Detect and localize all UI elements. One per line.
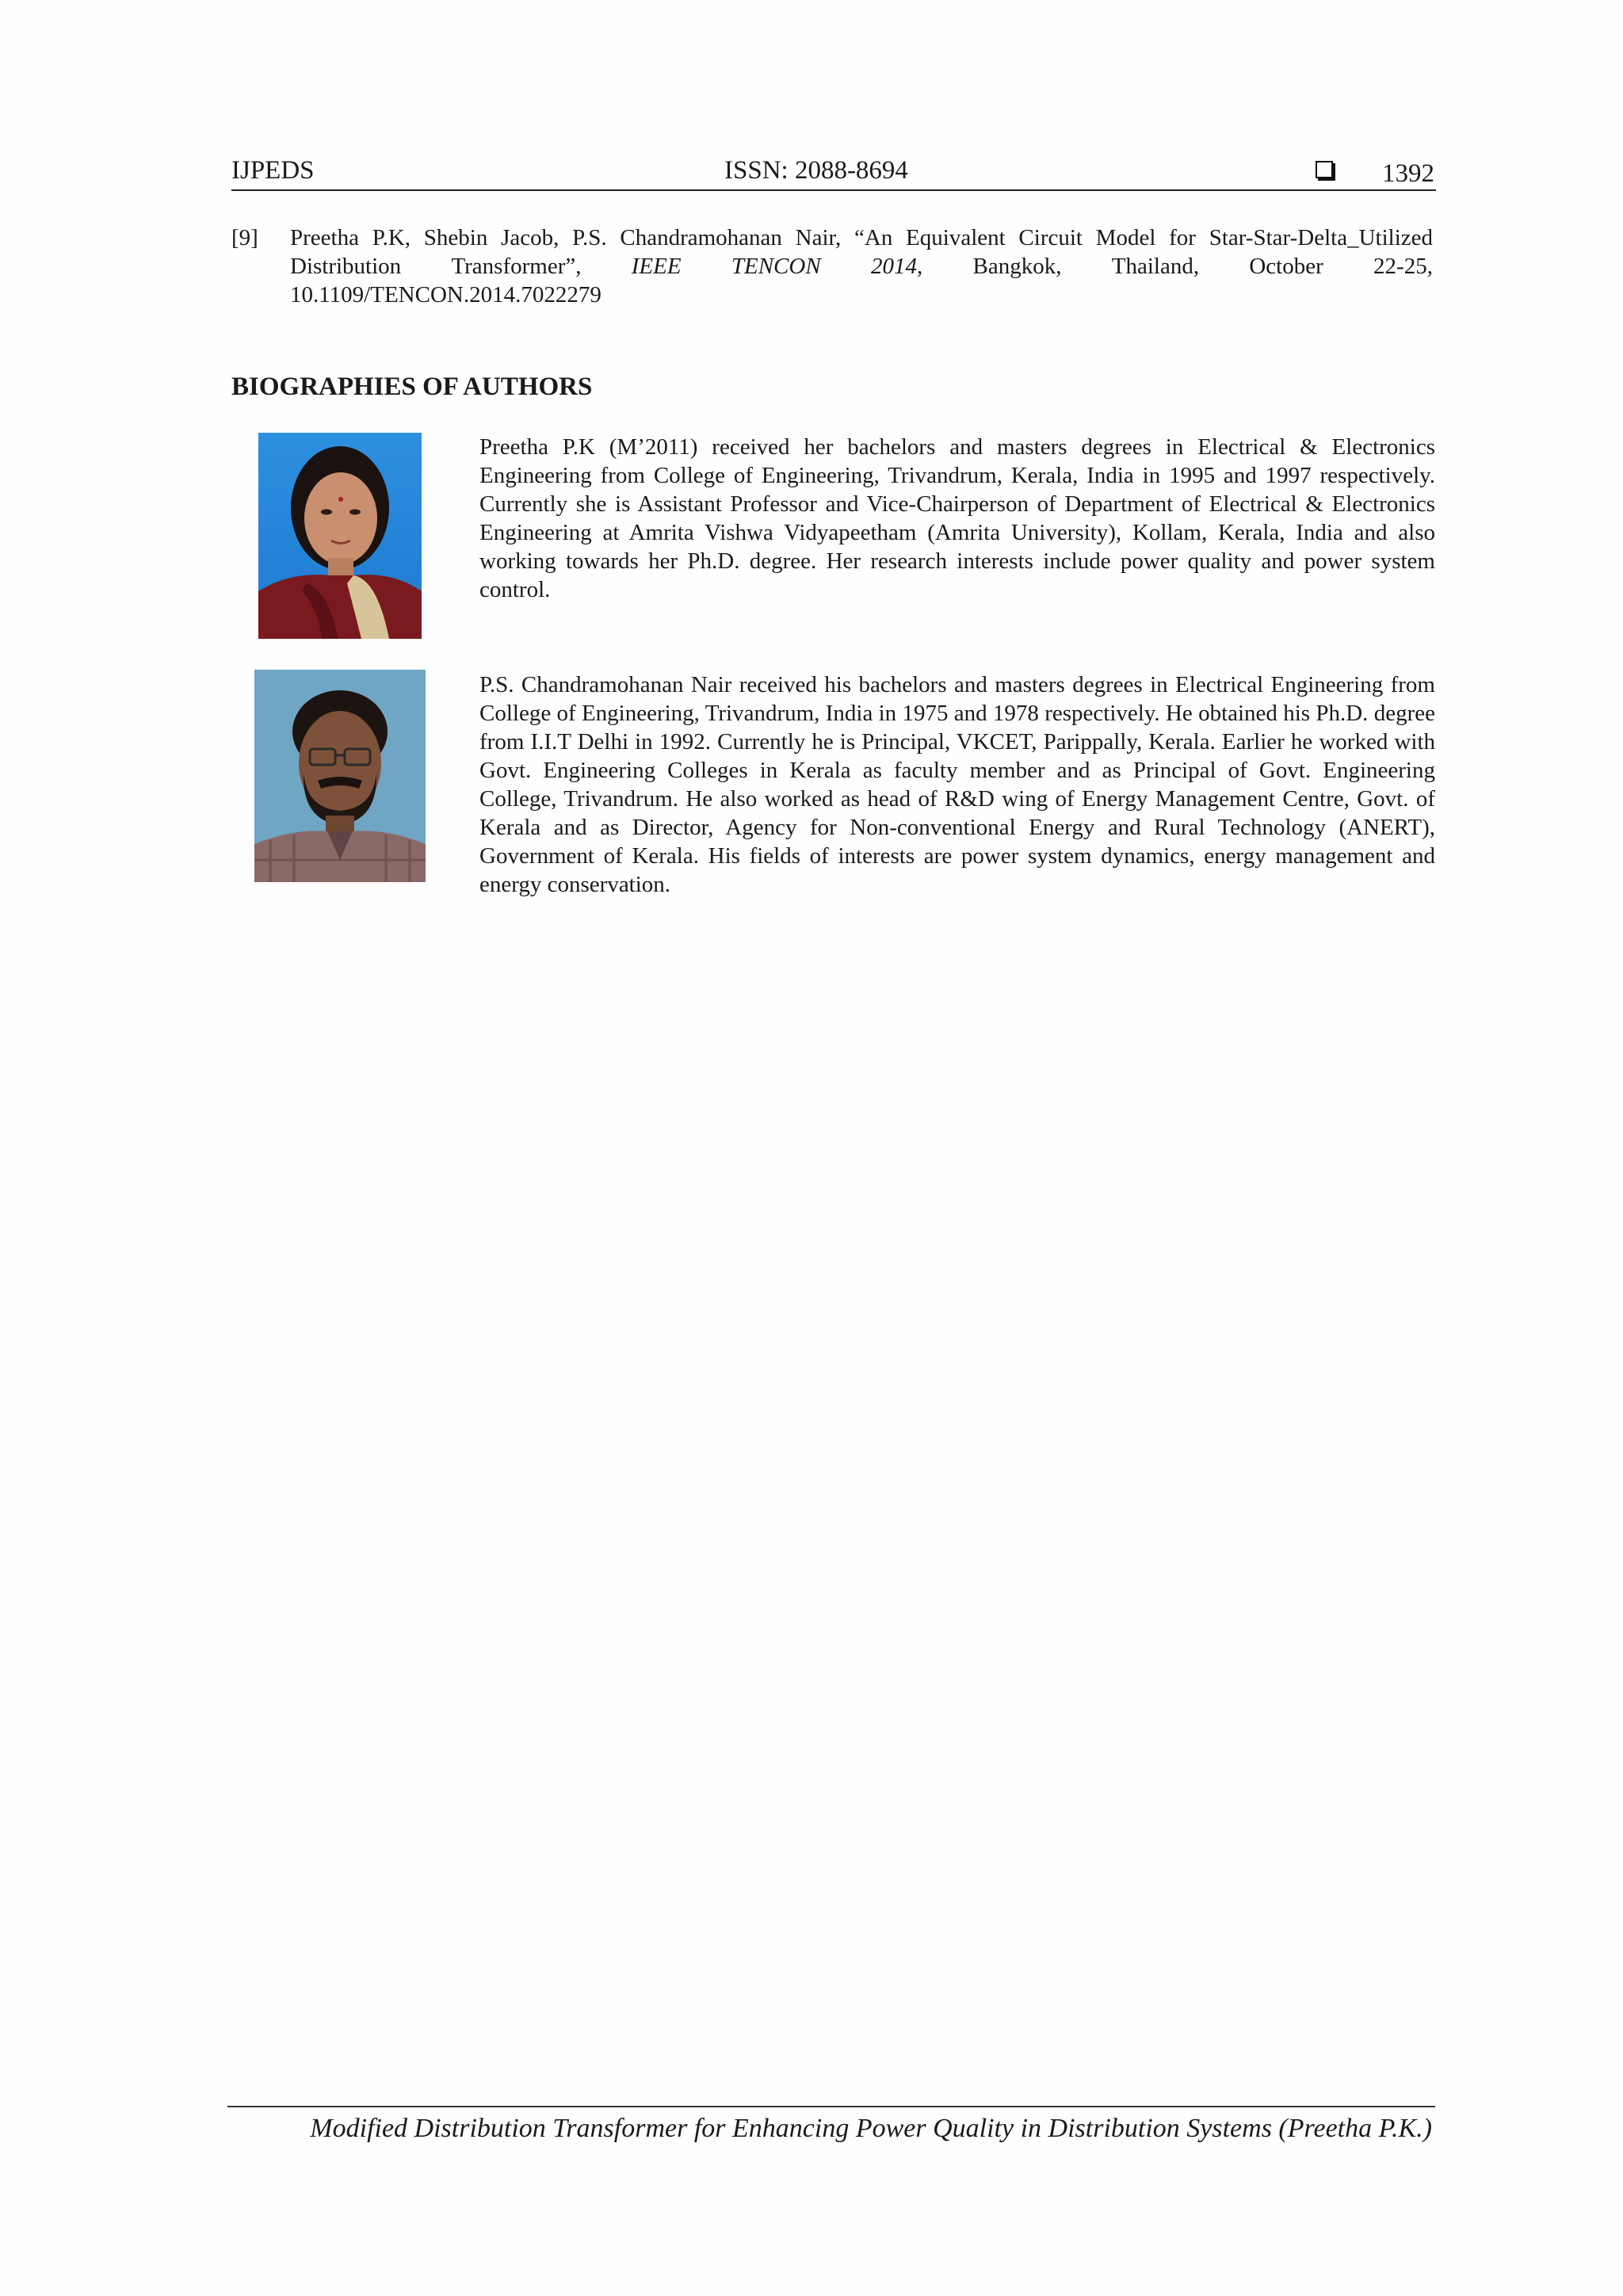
reference-word: Bangkok, bbox=[972, 254, 1062, 279]
author-photo bbox=[254, 670, 426, 882]
author-photo bbox=[258, 433, 422, 639]
reference-line: Preetha P.K, Shebin Jacob, P.S. Chandramohanan Nair, “An Equivalent Circuit Model for Star-Star-Delta_Utilized bbox=[290, 225, 1433, 250]
reference-doi: 10.1109/TENCON.2014.7022279 bbox=[290, 282, 601, 308]
journal-name: IJPEDS bbox=[231, 156, 315, 185]
reference-line bbox=[290, 252, 1433, 281]
reference-number: [9] bbox=[231, 225, 258, 250]
section-heading: BIOGRAPHIES OF AUTHORS bbox=[231, 372, 593, 401]
reference-word: 22-25, bbox=[1373, 254, 1433, 279]
reference-venue: 2014, bbox=[870, 254, 923, 279]
checkbox-square-icon bbox=[1316, 161, 1333, 178]
issn: ISSN: 2088-8694 bbox=[724, 156, 908, 185]
reference-venue: TENCON bbox=[731, 254, 821, 279]
reference-venue: IEEE bbox=[631, 254, 682, 279]
author-biography: P.S. Chandramohanan Nair received his bachelors and masters degrees in Electrical Engineering from College of Engineering, Trivandrum, India in 1975 and 1978 respectively. He obtained his Ph.D. degree from I.I.T Delhi in 1992. Currently he is Principal, VKCET, Parippally, Kerala. Earlier he worked with Govt. Engineering Colleges in Kerala as faculty member and as Principal of Govt. Engineering College, Trivandrum. He also worked as head of R&D wing of Energy Management Centre, Govt. of Kerala and as Director, Agency for Non-conventional Energy and Rural Technology (ANERT), Government of Kerala. His fields of interests are power system dynamics, energy management and energy conservation. bbox=[479, 672, 1435, 897]
page-number: 1392 bbox=[1382, 159, 1434, 188]
footer-divider bbox=[227, 2106, 1435, 2107]
reference-word: October bbox=[1249, 254, 1323, 279]
reference-word: Thailand, bbox=[1111, 254, 1200, 279]
reference-word: Distribution bbox=[290, 254, 402, 279]
running-title: Modified Distribution Transformer for Enhancing Power Quality in Distribution Systems (Preetha P.K.) bbox=[310, 2114, 1432, 2143]
page-header bbox=[231, 155, 1436, 191]
author-biography: Preetha P.K (M’2011) received her bachelors and masters degrees in Electrical & Electronics Engineering from College of Engineering, Trivandrum, Kerala, India in 1995 and 1997 respectively. Currently she is Assistant Professor and Vice-Chairperson of Department of Electrical & Electronics Engineering at Amrita Vishwa Vidyapeetham (Amrita University), Kollam, Kerala, India and also working towards her Ph.D. degree. Her research interests include power quality and power system control. bbox=[479, 434, 1435, 602]
reference-word: Transformer”, bbox=[451, 254, 582, 279]
